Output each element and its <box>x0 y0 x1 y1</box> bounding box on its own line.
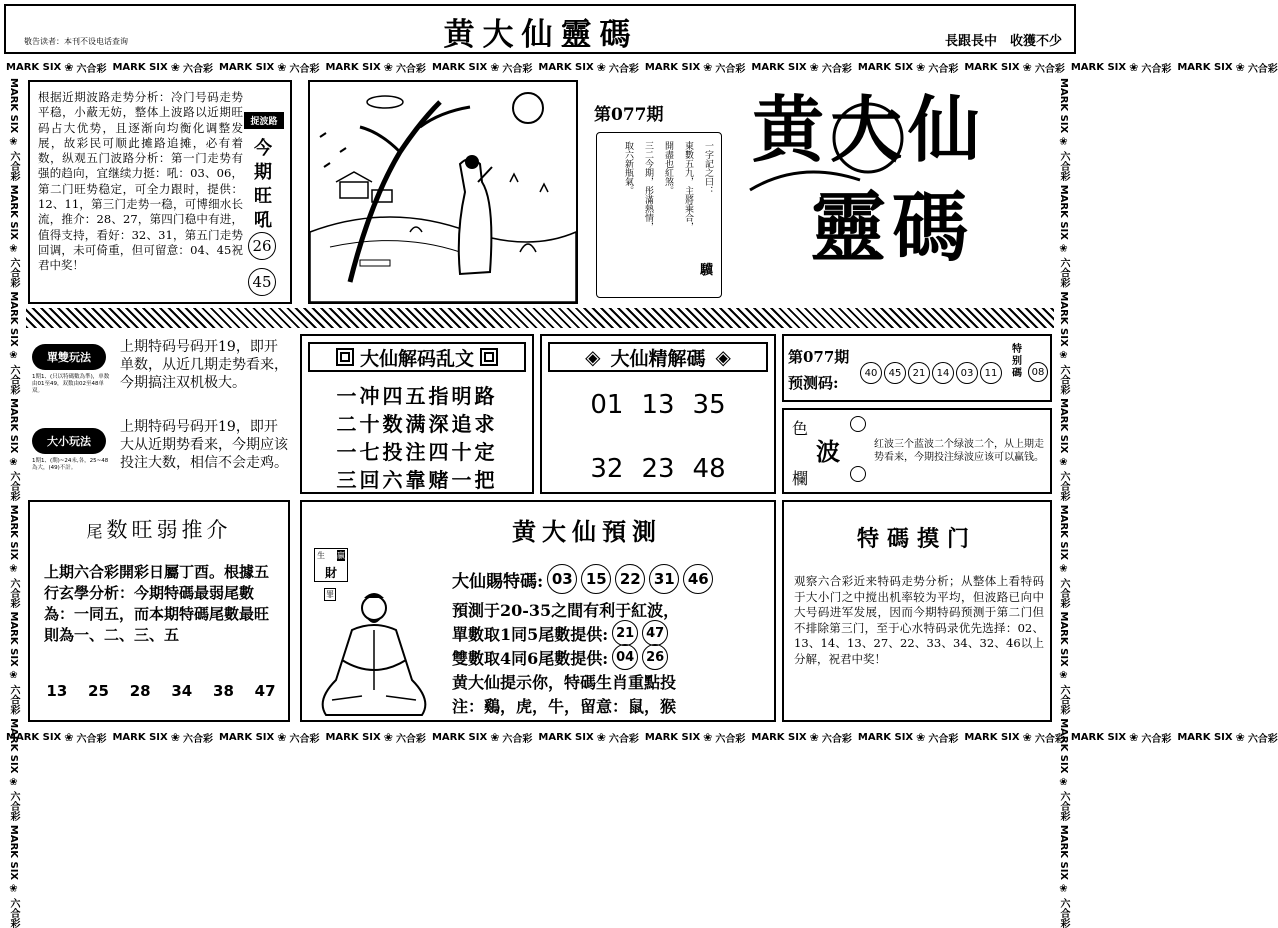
flower-icon: ❀ <box>170 730 180 744</box>
odd-even-note: 1期1、(只以特碼數為準)，单数由01至49，双数由02至48单双。 <box>32 374 110 394</box>
border-mark-text: MARK SIX <box>644 61 701 73</box>
border-mark-text: MARK SIX <box>857 61 914 73</box>
forecast-issue: 第077期 <box>788 348 850 366</box>
forecast-label-colon: : <box>833 374 839 392</box>
border-brand-text: 六合彩 <box>289 63 320 75</box>
square-ornament-icon <box>480 348 498 366</box>
decode-line-1: 一冲四五指明路 <box>336 384 498 408</box>
tail-numbers-box <box>28 500 290 722</box>
decode-line-3: 一七投注四十定 <box>336 440 498 464</box>
page-title: 黄大仙靈碼 <box>443 17 639 53</box>
flower-icon: ❀ <box>490 60 500 74</box>
wave-analysis-text: 根据近期波路走势分析：冷门号码走势平稳，小蔽无妨，整体上波路以近期旺码占大优势，且逐渐向均衡化调整发展，故彩民可顺此摊路追摊，必有着数，纵观五门波路分析：第一门走势有强的趋向，宜继续力挺：吼：03、06，第二门旺势稳定，可全力跟时，提供：12、11，第三门走势一稳，可博细水长流，推介：28、27，第四门稳中有进，值得支持，看好：32、31，第五门走势回调，未可倚重，但可留意：04、45祝君中奖！ <box>38 90 243 273</box>
border-cell <box>858 60 958 75</box>
color-wave-char-2: 波 <box>816 437 840 466</box>
poem-line-2: 東數五九，主將乘合， <box>683 141 693 231</box>
tail-title-main: 数旺弱推介 <box>106 518 232 542</box>
border-cell <box>1071 60 1171 75</box>
flower-icon: ❀ <box>1129 60 1139 74</box>
gift-number: 15 <box>581 564 611 594</box>
gift-line <box>452 564 713 594</box>
predict-line-1: 預測于20-35之間有利于紅波， <box>452 601 680 620</box>
poem-key-char: 驥 <box>699 263 713 278</box>
border-brand-text: 六合彩 <box>1141 63 1172 75</box>
border-brand-text: 六合彩 <box>182 733 213 745</box>
notice-text: 敬告读者：本刊不设电话查询 <box>24 37 128 46</box>
border-brand-text: 六合彩 <box>76 63 107 75</box>
tail-number: 25 <box>88 682 109 700</box>
border-brand-text: 六合彩 <box>502 733 533 745</box>
border-cell <box>6 60 106 75</box>
wave-side-char-4: 吼 <box>254 210 272 231</box>
forecast-number: 21 <box>908 362 930 384</box>
border-brand-text: 六合彩 <box>928 733 959 745</box>
wave-side-char-2: 期 <box>254 162 272 183</box>
odd-tail-number: 21 <box>612 620 638 646</box>
predict-line-2 <box>452 620 668 646</box>
border-brand-text: 六合彩 <box>821 63 852 75</box>
border-brand-text: 六合彩 <box>715 733 746 745</box>
border-cell <box>432 730 532 745</box>
zigzag-divider <box>26 308 1054 328</box>
elite-number: 13 <box>641 390 675 420</box>
border-cell <box>645 730 745 745</box>
border-cell <box>1177 730 1277 745</box>
forecast-special-tag: 特别碼 <box>1012 344 1022 379</box>
border-cell <box>645 60 745 75</box>
border-cell <box>1177 60 1277 75</box>
border-cell <box>325 730 425 745</box>
border-cell <box>432 60 532 75</box>
border-mark-text: MARK SIX <box>1177 731 1233 743</box>
sage-landscape-illustration <box>310 82 576 302</box>
elite-numbers-box <box>540 334 776 494</box>
border-mark-text: MARK SIX <box>857 731 914 743</box>
tail-text: 上期六合彩開彩日屬丁酉。根據五行玄學分析：今期特碼最弱尾數為：一同五，而本期特碼尾數最旺則為一、二、三、五 <box>44 563 270 644</box>
border-mark-text: MARK SIX <box>325 61 381 73</box>
flower-icon: ❀ <box>1129 730 1139 744</box>
predict-line-2-text: 單數取1同5尾數提供: <box>452 624 609 644</box>
diamond-ornament-icon: ◈ <box>585 345 601 369</box>
border-brand-text: 六合彩 <box>821 733 852 745</box>
color-wave-char-3: 欄 <box>792 469 809 488</box>
flower-icon: ❀ <box>809 60 819 74</box>
tail-number: 47 <box>254 682 276 700</box>
elite-row-1 <box>542 390 774 420</box>
flower-icon: ❀ <box>1022 730 1032 744</box>
empty-circle-icon <box>850 466 866 482</box>
border-cell <box>219 730 319 745</box>
big-small-label: 大小玩法 <box>32 428 106 454</box>
border-brand-text: 六合彩 <box>76 733 107 745</box>
empty-circle-icon <box>850 416 866 432</box>
border-mark-text: MARK SIX <box>325 731 381 743</box>
poem-line-3: 開盡也紅煞。 <box>663 141 673 195</box>
border-brand-text: 六合彩 <box>1141 733 1172 745</box>
badge-sub-char: 罪 <box>326 590 334 599</box>
flower-icon: ❀ <box>916 730 926 744</box>
predict-line-4: 黄大仙提示你，特碼生肖重點投 <box>452 673 677 692</box>
border-cell <box>219 60 319 75</box>
flower-icon: ❀ <box>1235 60 1245 74</box>
border-cell <box>751 730 851 745</box>
special-text: 观察六合彩近来特码走势分析；从整体上看特码于大小门之中搅出机率较为平均，但波路已向中大号码进军发展，因而今期特码预测于第二门但不排除第三门，至于心水特码录优先选择：02、13、14、13、27、22、33、34、32、46以上分解，祝君中奖！ <box>794 574 1044 666</box>
tail-title-prefix: 尾 <box>86 522 107 541</box>
border-cell <box>6 730 106 745</box>
predict-box <box>300 500 776 722</box>
border-brand-text: 六合彩 <box>395 733 426 745</box>
illustration-box <box>308 80 578 304</box>
poem-line-4: 三二今期，彤滿熱情， <box>643 141 653 231</box>
border-mark-text: MARK SIX <box>112 61 168 73</box>
decode-line-2: 二十数满深追求 <box>336 412 498 436</box>
border-brand-text: 六合彩 <box>1247 733 1278 745</box>
mark-six-border-right: MARK SIX ❀ 六合彩 MARK SIX ❀ 六合彩 MARK SIX ❀ 六合彩 MARK SIX ❀ 六合彩 MARK SIX ❀ 六合彩 MARK SIX ❀ 六合彩 MARK SIX ❀ 六合彩 MARK SIX ❀ 六合彩 <box>1058 78 1069 928</box>
decode-line-4: 三回六靠赌一把 <box>336 468 498 492</box>
flower-icon: ❀ <box>64 730 74 744</box>
wave-circle-number-1: 26 <box>248 232 276 260</box>
forecast-label-text: 预测码 <box>788 374 834 392</box>
flower-icon: ❀ <box>809 730 819 744</box>
tail-number: 28 <box>129 682 151 700</box>
flower-icon: ❀ <box>1235 730 1245 744</box>
decode-poem-box <box>300 334 534 494</box>
forecast-box <box>782 334 1052 402</box>
predict-line-5: 注：鷄，虎，牛，留意：鼠，猴 <box>452 697 677 716</box>
big-small-section <box>28 414 290 494</box>
special-door-box <box>782 500 1052 722</box>
tail-title <box>30 514 288 544</box>
mark-six-border-top <box>6 58 1278 76</box>
border-mark-text: MARK SIX <box>6 61 62 73</box>
diamond-ornament-icon: ◈ <box>715 345 731 369</box>
wave-tag: 捉波路 <box>244 112 284 129</box>
tail-number: 34 <box>171 682 193 700</box>
tail-number: 38 <box>213 682 234 700</box>
big-small-text: 上期特码号码开19，即开大从近期势看来，今期应该投注大数，相信不会走鸡。 <box>120 419 288 471</box>
sage-seated-illustration <box>312 590 442 720</box>
odd-even-label: 單雙玩法 <box>32 344 106 370</box>
border-mark-text: MARK SIX <box>218 61 275 73</box>
forecast-number: 40 <box>860 362 882 384</box>
forecast-special-number: 08 <box>1028 362 1048 382</box>
border-mark-text: MARK SIX <box>751 61 807 73</box>
even-tail-number: 26 <box>642 644 668 670</box>
forecast-label <box>788 372 839 393</box>
mark-six-border-bottom <box>6 728 1278 746</box>
issue-poem-area <box>584 80 734 304</box>
border-mark-text: MARK SIX <box>964 61 1020 73</box>
border-cell <box>751 60 851 75</box>
gift-number: 22 <box>615 564 645 594</box>
border-cell <box>964 730 1064 745</box>
odd-tail-number: 47 <box>642 620 668 646</box>
badge-top-char: 生 <box>317 551 325 560</box>
elite-number: 01 <box>590 390 624 420</box>
color-wave-text: 红波三个蓝波二个绿波二个，从上期走势看来，今期投注绿波应该可以赢钱。 <box>874 439 1044 463</box>
flower-icon: ❀ <box>170 60 180 74</box>
odd-even-section <box>28 334 290 410</box>
flower-icon: ❀ <box>703 730 713 744</box>
logo-area <box>740 80 1046 304</box>
tail-numbers <box>36 682 286 700</box>
badge-side-char: 贏 <box>337 551 345 560</box>
border-mark-text: MARK SIX <box>1070 61 1127 73</box>
flower-icon: ❀ <box>916 60 926 74</box>
flower-icon: ❀ <box>277 730 287 744</box>
border-brand-text: 六合彩 <box>608 63 639 75</box>
forecast-number: 14 <box>932 362 954 384</box>
wave-circle-number-2: 45 <box>248 268 276 296</box>
border-cell <box>964 60 1064 75</box>
flower-icon: ❀ <box>490 730 500 744</box>
border-cell <box>325 60 425 75</box>
border-cell <box>112 60 212 75</box>
border-mark-text: MARK SIX <box>964 731 1020 743</box>
even-tail-number: 04 <box>612 644 638 670</box>
poem-line-5: 取六新瓶氣。 <box>623 141 633 195</box>
border-cell <box>112 730 212 745</box>
gift-number: 46 <box>683 564 713 594</box>
border-brand-text: 六合彩 <box>715 63 746 75</box>
odd-even-text: 上期特码号码开19，即开单数，从近几期走势看来，今期搞注双机极大。 <box>120 339 288 391</box>
special-title: 特碼摸门 <box>856 526 977 552</box>
elite-number: 48 <box>692 454 726 484</box>
flower-icon: ❀ <box>383 60 393 74</box>
logo-line-1: 黄大仙 <box>752 87 987 172</box>
decode-title-bar <box>308 342 526 372</box>
decode-title: 大仙解码乱文 <box>359 347 474 370</box>
border-mark-text: MARK SIX <box>644 731 701 743</box>
wave-analysis-box <box>28 80 292 304</box>
border-brand-text: 六合彩 <box>502 63 533 75</box>
forecast-number: 45 <box>884 362 906 384</box>
flower-icon: ❀ <box>1022 60 1032 74</box>
flower-icon: ❀ <box>383 730 393 744</box>
border-brand-text: 六合彩 <box>289 733 320 745</box>
elite-number: 32 <box>590 454 624 484</box>
color-wave-box <box>782 408 1052 494</box>
elite-title-bar <box>548 342 768 372</box>
border-cell <box>538 730 638 745</box>
slogan-text: 長跟長中 收獲不少 <box>944 34 1062 49</box>
border-brand-text: 六合彩 <box>182 63 213 75</box>
mark-six-border-left: MARK SIX ❀ 六合彩 MARK SIX ❀ 六合彩 MARK SIX ❀ 六合彩 MARK SIX ❀ 六合彩 MARK SIX ❀ 六合彩 MARK SIX ❀ 六合彩 MARK SIX ❀ 六合彩 MARK SIX ❀ 六合彩 <box>8 78 19 928</box>
forecast-number: 03 <box>956 362 978 384</box>
elite-number: 35 <box>692 390 726 420</box>
border-mark-text: MARK SIX <box>112 731 168 743</box>
border-mark-text: MARK SIX <box>1177 61 1233 73</box>
forecast-number: 11 <box>980 362 1002 384</box>
elite-row-2 <box>542 454 774 484</box>
border-cell <box>1071 730 1171 745</box>
border-mark-text: MARK SIX <box>538 731 594 743</box>
flower-icon: ❀ <box>596 730 606 744</box>
gift-number: 31 <box>649 564 679 594</box>
fortune-badge <box>314 548 348 582</box>
border-mark-text: MARK SIX <box>751 731 807 743</box>
border-cell <box>858 730 958 745</box>
border-brand-text: 六合彩 <box>1034 733 1065 745</box>
logo-line-2: 靈碼 <box>810 183 974 272</box>
poem-line-1: 一字記之曰： <box>703 141 713 195</box>
flower-icon: ❀ <box>64 60 74 74</box>
color-wave-char-1: 色 <box>792 419 809 438</box>
square-ornament-icon <box>336 348 354 366</box>
border-mark-text: MARK SIX <box>1070 731 1127 743</box>
border-brand-text: 六合彩 <box>608 733 639 745</box>
flower-icon: ❀ <box>703 60 713 74</box>
flower-icon: ❀ <box>596 60 606 74</box>
border-brand-text: 六合彩 <box>1034 63 1065 75</box>
gift-number: 03 <box>547 564 577 594</box>
border-mark-text: MARK SIX <box>218 731 275 743</box>
tail-number: 13 <box>46 682 68 700</box>
border-mark-text: MARK SIX <box>538 61 594 73</box>
flower-icon: ❀ <box>277 60 287 74</box>
wave-side-char-3: 旺 <box>254 186 272 207</box>
border-brand-text: 六合彩 <box>928 63 959 75</box>
issue-label: 第077期 <box>594 105 664 125</box>
border-cell <box>538 60 638 75</box>
border-mark-text: MARK SIX <box>431 731 488 743</box>
badge-main-char: 財 <box>325 566 338 580</box>
border-mark-text: MARK SIX <box>6 731 62 743</box>
wave-side-char-1: 今 <box>254 138 272 159</box>
gift-label: 大仙賜特碼: <box>452 571 544 592</box>
predict-title: 黄大仙預測 <box>512 517 662 546</box>
predict-line-3-text: 雙數取4同6尾數提供: <box>452 648 609 668</box>
poem-scroll <box>596 132 722 298</box>
big-small-note: 1期1、(期)~24未,各，25~48為大，(49)不計。 <box>32 458 109 471</box>
elite-number: 23 <box>641 454 675 484</box>
forecast-numbers <box>860 362 1002 384</box>
border-brand-text: 六合彩 <box>1247 63 1278 75</box>
elite-title: 大仙精解碼 <box>610 347 706 370</box>
header-banner <box>4 4 1076 54</box>
border-mark-text: MARK SIX <box>431 61 488 73</box>
border-brand-text: 六合彩 <box>395 63 426 75</box>
predict-line-3 <box>452 644 668 670</box>
